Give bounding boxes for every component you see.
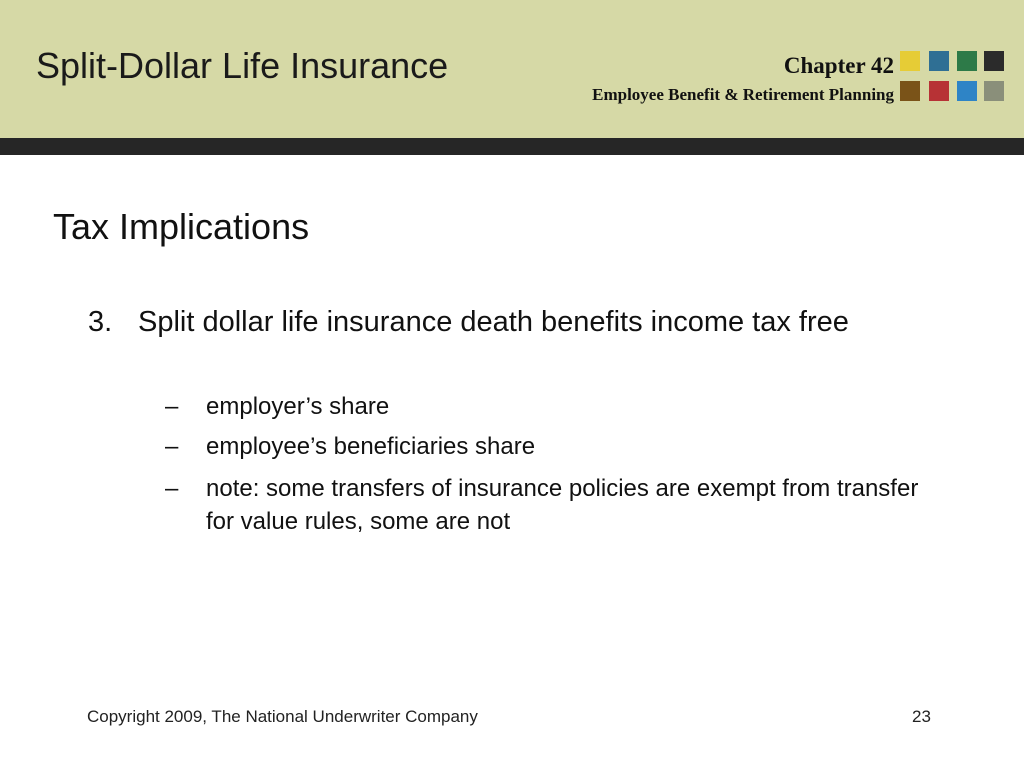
- swatch-blue: [929, 51, 949, 71]
- item-text: Split dollar life insurance death benefits income tax free: [138, 306, 849, 338]
- swatch-black: [984, 51, 1004, 71]
- numbered-item: [88, 303, 928, 342]
- chapter-subtitle: Employee Benefit & Retirement Planning: [592, 85, 894, 104]
- color-swatches: [900, 51, 1008, 103]
- swatch-red: [929, 81, 949, 101]
- slide-heading: Tax Implications: [53, 206, 310, 247]
- item-number: 3.: [88, 306, 113, 338]
- sub-bullet: [165, 430, 925, 463]
- sub-bullet: [165, 472, 925, 538]
- sub-bullet-text: note: some transfers of insurance policies are exempt from transfer for value rules, some are not: [206, 475, 919, 535]
- sub-bullet-text: employee’s beneficiaries share: [206, 433, 536, 460]
- swatch-light-blue: [957, 81, 977, 101]
- sub-bullet-text: employer’s share: [206, 393, 390, 420]
- dash-glyph: –: [165, 393, 179, 420]
- swatch-green: [957, 51, 977, 71]
- footer-copyright: Copyright 2009, The National Underwriter Company: [87, 707, 478, 726]
- header-divider-bar: [0, 138, 1024, 155]
- chapter-label: Chapter 42: [783, 53, 894, 78]
- deck-title: Split-Dollar Life Insurance: [36, 45, 449, 86]
- dash-glyph: –: [165, 475, 179, 502]
- dash-glyph: –: [165, 433, 179, 460]
- swatch-yellow: [900, 51, 920, 71]
- swatch-brown: [900, 81, 920, 101]
- swatch-gray-green: [984, 81, 1004, 101]
- page-number: 23: [912, 707, 931, 726]
- sub-bullet: [165, 390, 925, 423]
- slide-header: [0, 0, 1024, 138]
